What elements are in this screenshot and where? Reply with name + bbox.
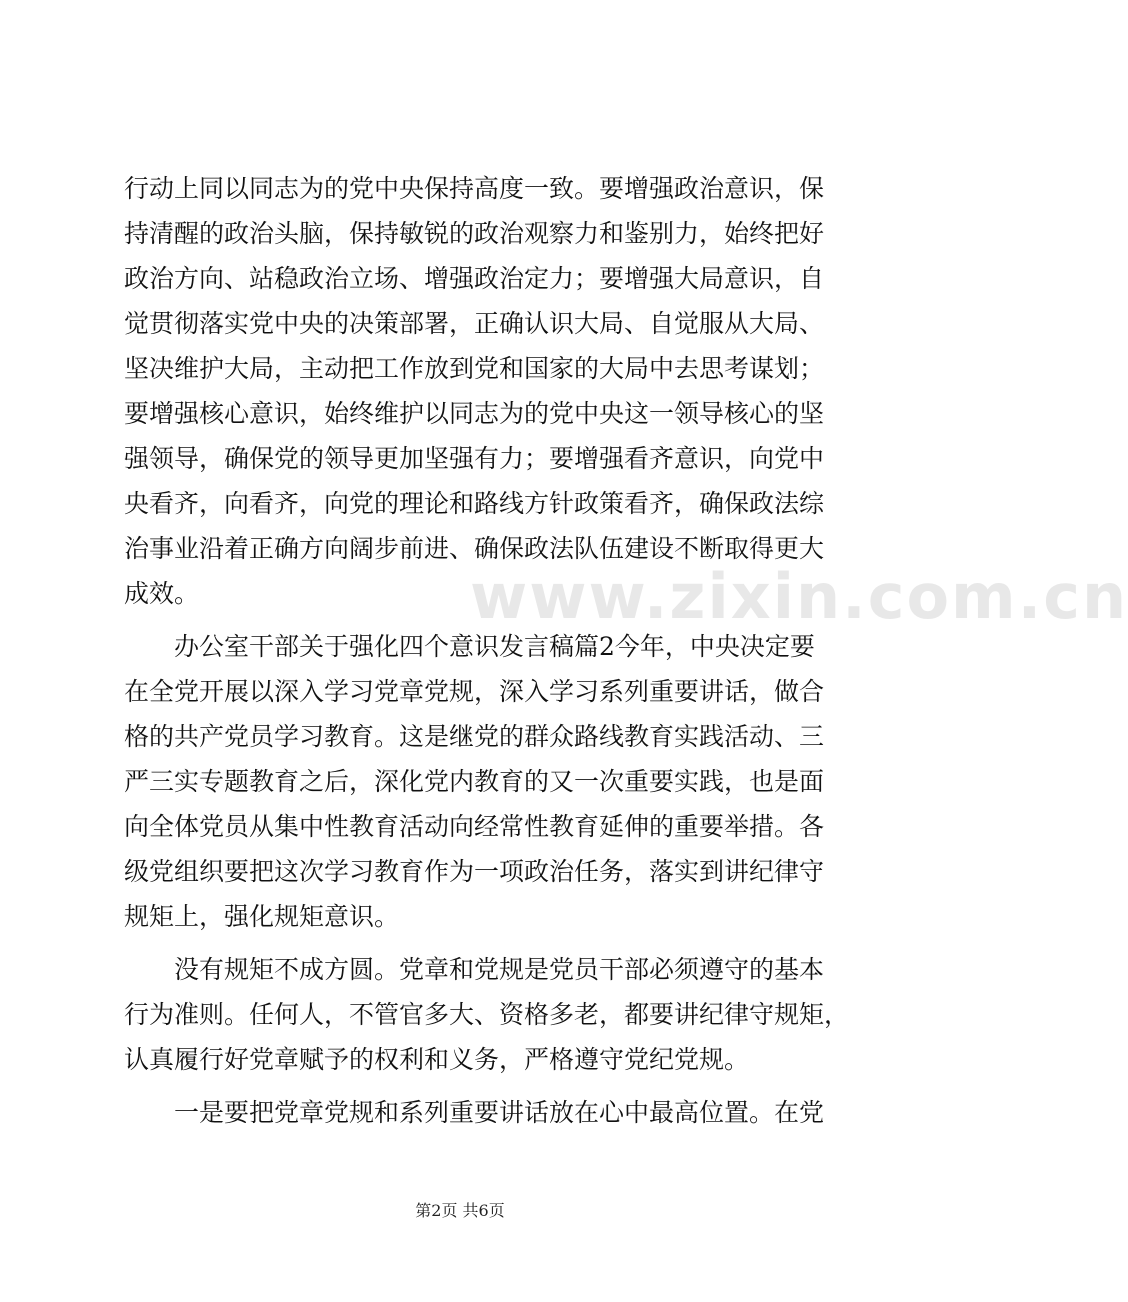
- text-line: 级党组织要把这次学习教育作为一项政治任务，落实到讲纪律守: [124, 857, 825, 886]
- paragraph-gap: [124, 616, 814, 624]
- document-body: [124, 166, 850, 1135]
- text-line: 觉贯彻落实党中央的决策部署，正确认识大局、自觉服从大局、: [124, 309, 825, 338]
- paragraph-gap: [124, 939, 814, 947]
- watermark: www.zixin.com.cn: [470, 560, 1128, 633]
- paragraph: [124, 1090, 825, 1135]
- text-line: 没有规矩不成方圆。党章和党规是党员干部必须遵守的基本: [174, 955, 825, 984]
- text-line: 规矩上，强化规矩意识。: [124, 902, 400, 931]
- text-line: 行为准则。任何人，不管官多大、资格多老，都要讲纪律守规矩，: [124, 1000, 850, 1029]
- page-footer: 第2页 共6页: [415, 1201, 505, 1220]
- paragraph: [124, 947, 850, 1082]
- paragraph-gap: [124, 1082, 814, 1090]
- text-line: 强领导，确保党的领导更加坚强有力；要增强看齐意识，向党中: [124, 444, 825, 473]
- text-line: 办公室干部关于强化四个意识发言稿篇2今年，中央决定要: [174, 632, 815, 661]
- text-line: 成效。: [124, 579, 200, 608]
- text-line: 行动上同以同志为的党中央保持高度一致。要增强政治意识，保: [124, 174, 825, 203]
- text-line: 在全党开展以深入学习党章党规，深入学习系列重要讲话，做合: [124, 677, 825, 706]
- text-line: 一是要把党章党规和系列重要讲话放在心中最高位置。在党: [174, 1098, 825, 1127]
- text-line: 治事业沿着正确方向阔步前进、确保政法队伍建设不断取得更大: [124, 534, 825, 563]
- text-line: 严三实专题教育之后，深化党内教育的又一次重要实践，也是面: [124, 767, 825, 796]
- paragraph: [124, 166, 825, 616]
- text-line: 要增强核心意识，始终维护以同志为的党中央这一领导核心的坚: [124, 399, 825, 428]
- text-line: 向全体党员从集中性教育活动向经常性教育延伸的重要举措。各: [124, 812, 825, 841]
- text-line: 格的共产党员学习教育。这是继党的群众路线教育实践活动、三: [124, 722, 825, 751]
- text-line: 政治方向、站稳政治立场、增强政治定力；要增强大局意识，自: [124, 264, 825, 293]
- text-line: 认真履行好党章赋予的权利和义务，严格遵守党纪党规。: [124, 1045, 750, 1074]
- text-line: 坚决维护大局，主动把工作放到党和国家的大局中去思考谋划；: [124, 354, 825, 383]
- text-line: 央看齐，向看齐，向党的理论和路线方针政策看齐，确保政法综: [124, 489, 825, 518]
- text-line: 持清醒的政治头脑，保持敏锐的政治观察力和鉴别力，始终把好: [124, 219, 825, 248]
- paragraph: [124, 624, 825, 939]
